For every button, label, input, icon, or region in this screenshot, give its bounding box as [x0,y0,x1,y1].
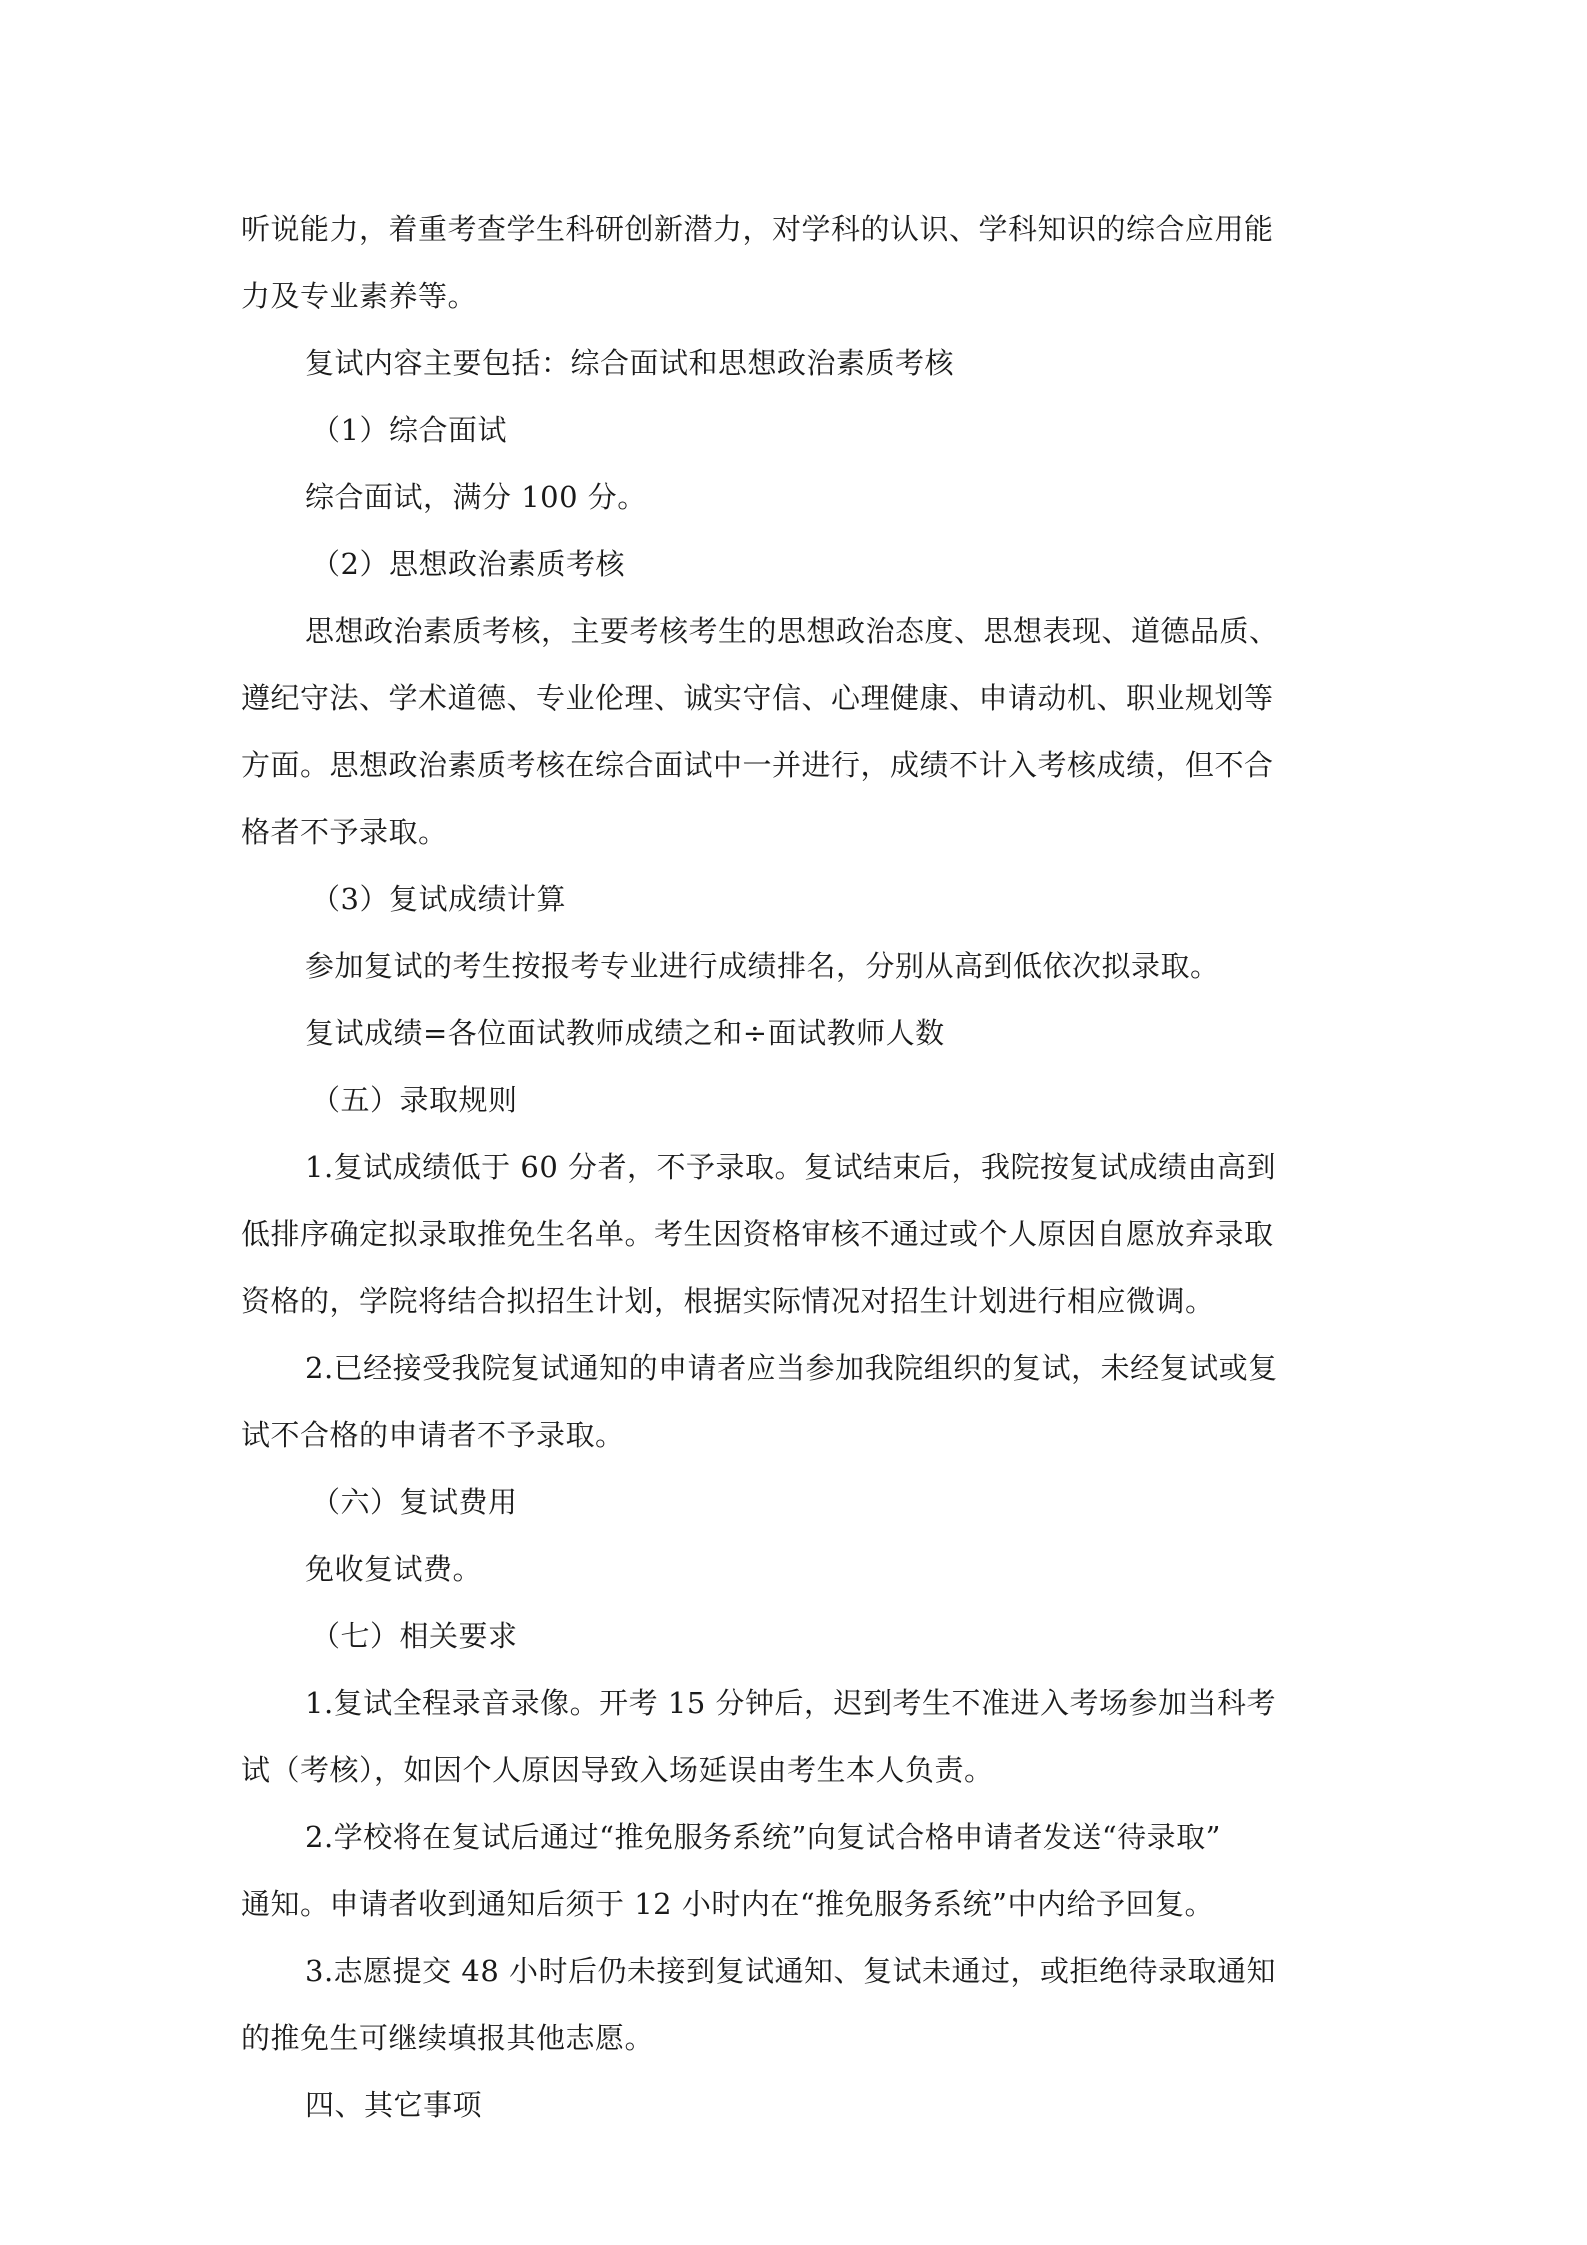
body-text-line: 免收复试费。 [305,1552,483,1586]
body-text-line: 思想政治素质考核，主要考核考生的思想政治态度、思想表现、道德品质、 [305,614,1279,648]
body-text-line: 3.志愿提交 48 小时后仍未接到复试通知、复试未通过，或拒绝待录取通知 [305,1954,1277,1988]
section-heading: （2）思想政治素质考核 [311,547,625,581]
body-text-line: 2.学校将在复试后通过“推免服务系统”向复试合格申请者发送“待录取” [305,1820,1221,1854]
body-text-line: 通知。申请者收到通知后须于 12 小时内在“推免服务系统”中内给予回复。 [241,1887,1214,1921]
section-heading: （五）录取规则 [311,1083,518,1117]
body-text-line: 参加复试的考生按报考专业进行成绩排名，分别从高到低依次拟录取。 [305,949,1220,983]
document-body [241,196,1353,2139]
section-heading: （3）复试成绩计算 [311,882,566,916]
section-heading: （七）相关要求 [311,1619,518,1653]
body-text-line: 综合面试，满分 100 分。 [305,480,647,514]
body-text-line: 的推免生可继续填报其他志愿。 [241,2021,655,2055]
body-text-line: 格者不予录取。 [241,815,448,849]
body-text-line: 1.复试成绩低于 60 分者，不予录取。复试结束后，我院按复试成绩由高到 [305,1150,1277,1184]
body-text-line: 试不合格的申请者不予录取。 [241,1418,625,1452]
formula-line: 复试成绩=各位面试教师成绩之和÷面试教师人数 [305,1016,945,1050]
body-text-line: 遵纪守法、学术道德、专业伦理、诚实守信、心理健康、申请动机、职业规划等 [241,681,1274,715]
section-heading: （1）综合面试 [311,413,507,447]
body-text-line: 复试内容主要包括：综合面试和思想政治素质考核 [305,346,955,380]
body-text-line: 方面。思想政治素质考核在综合面试中一并进行，成绩不计入考核成绩，但不合 [241,748,1274,782]
body-text-line: 资格的，学院将结合拟招生计划，根据实际情况对招生计划进行相应微调。 [241,1284,1215,1318]
body-text-line: 低排序确定拟录取推免生名单。考生因资格审核不通过或个人原因自愿放弃录取 [241,1217,1274,1251]
section-heading: （六）复试费用 [311,1485,518,1519]
section-heading: 四、其它事项 [305,2088,483,2122]
body-text-line: 1.复试全程录音录像。开考 15 分钟后，迟到考生不准进入考场参加当科考 [305,1686,1277,1720]
body-text-line: 2.已经接受我院复试通知的申请者应当参加我院组织的复试，未经复试或复 [305,1351,1278,1385]
body-text-line: 听说能力，着重考查学生科研创新潜力，对学科的认识、学科知识的综合应用能 [241,212,1274,246]
body-text-line: 试（考核），如因个人原因导致入场延误由考生本人负责。 [241,1753,994,1787]
body-text-line: 力及专业素养等。 [241,279,478,313]
